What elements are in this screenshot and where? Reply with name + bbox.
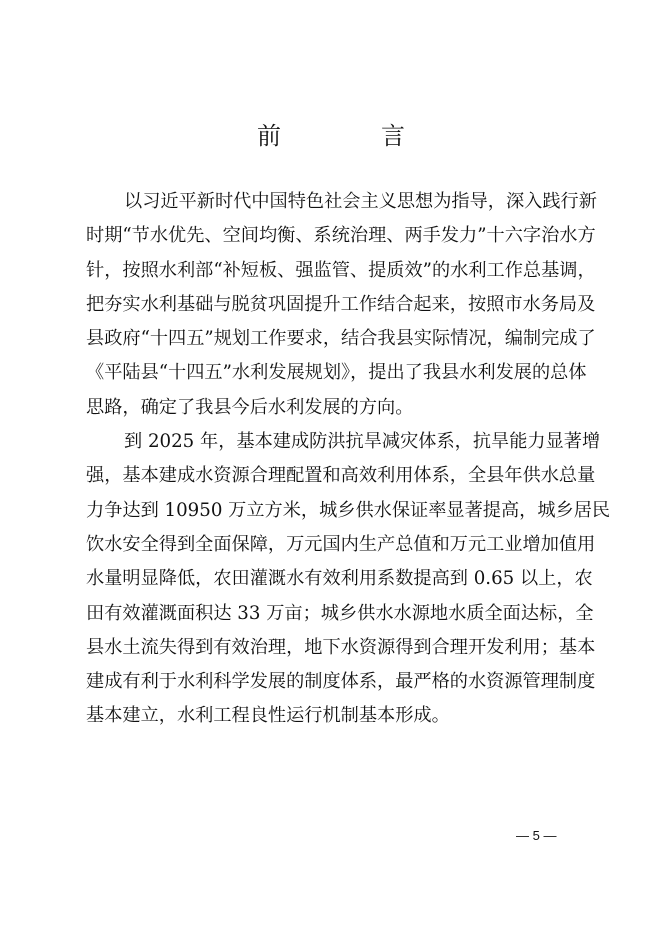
paragraph-1-line: 针，按照水利部“补短板、强监管、提质效”的水利工作总基调， — [86, 259, 596, 281]
paragraph-2-line: 强，基本建成水资源合理配置和高效利用体系，全县年供水总量 — [86, 465, 596, 487]
paragraph-1-line: 以习近平新时代中国特色社会主义思想为指导，深入践行新 — [124, 191, 597, 212]
paragraph-2-line: 县水土流失得到有效治理，地下水资源得到合理开发利用；基本 — [86, 636, 596, 658]
paragraph-2-line: 饮水安全得到全面保障，万元国内生产总值和万元工业增加值用 — [86, 533, 596, 555]
paragraph-2-line: 建成有利于水利科学发展的制度体系，最严格的水资源管理制度 — [86, 671, 596, 693]
paragraph-1-line: 把夯实水利基础与脱贫巩固提升工作结合起来，按照市水务局及 — [86, 293, 596, 315]
body-text — [86, 185, 611, 734]
paragraph-1-line: 时期“节水优先、空间均衡、系统治理、两手发力”十六字治水方 — [86, 225, 596, 247]
paragraph-2-line: 力争达到 10950 万立方米，城乡供水保证率显著提高，城乡居民 — [86, 499, 611, 521]
paragraph-2-line: 田有效灌溉面积达 33 万亩；城乡供水水源地水质全面达标，全 — [86, 602, 594, 624]
page-number: — 5 — — [516, 828, 557, 843]
paragraph-2-line: 水量明显降低，农田灌溉水有效利用系数提高到 0.65 以上，农 — [86, 568, 593, 590]
paragraph-1-line: 《平陆县“十四五”水利发展规划》，提出了我县水利发展的总体 — [86, 362, 587, 384]
paragraph-2-line: 到 2025 年，基本建成防洪抗旱减灾体系，抗旱能力显著增 — [124, 431, 601, 453]
paragraph-1-line: 县政府“十四五”规划工作要求，结合我县实际情况，编制完成了 — [86, 328, 596, 350]
page-title: 前 言 — [257, 122, 443, 150]
paragraph-2-line: 基本建立，水利工程良性运行机制基本形成。 — [86, 705, 450, 727]
paragraph-1-line: 思路，确定了我县今后水利发展的方向。 — [86, 396, 414, 418]
